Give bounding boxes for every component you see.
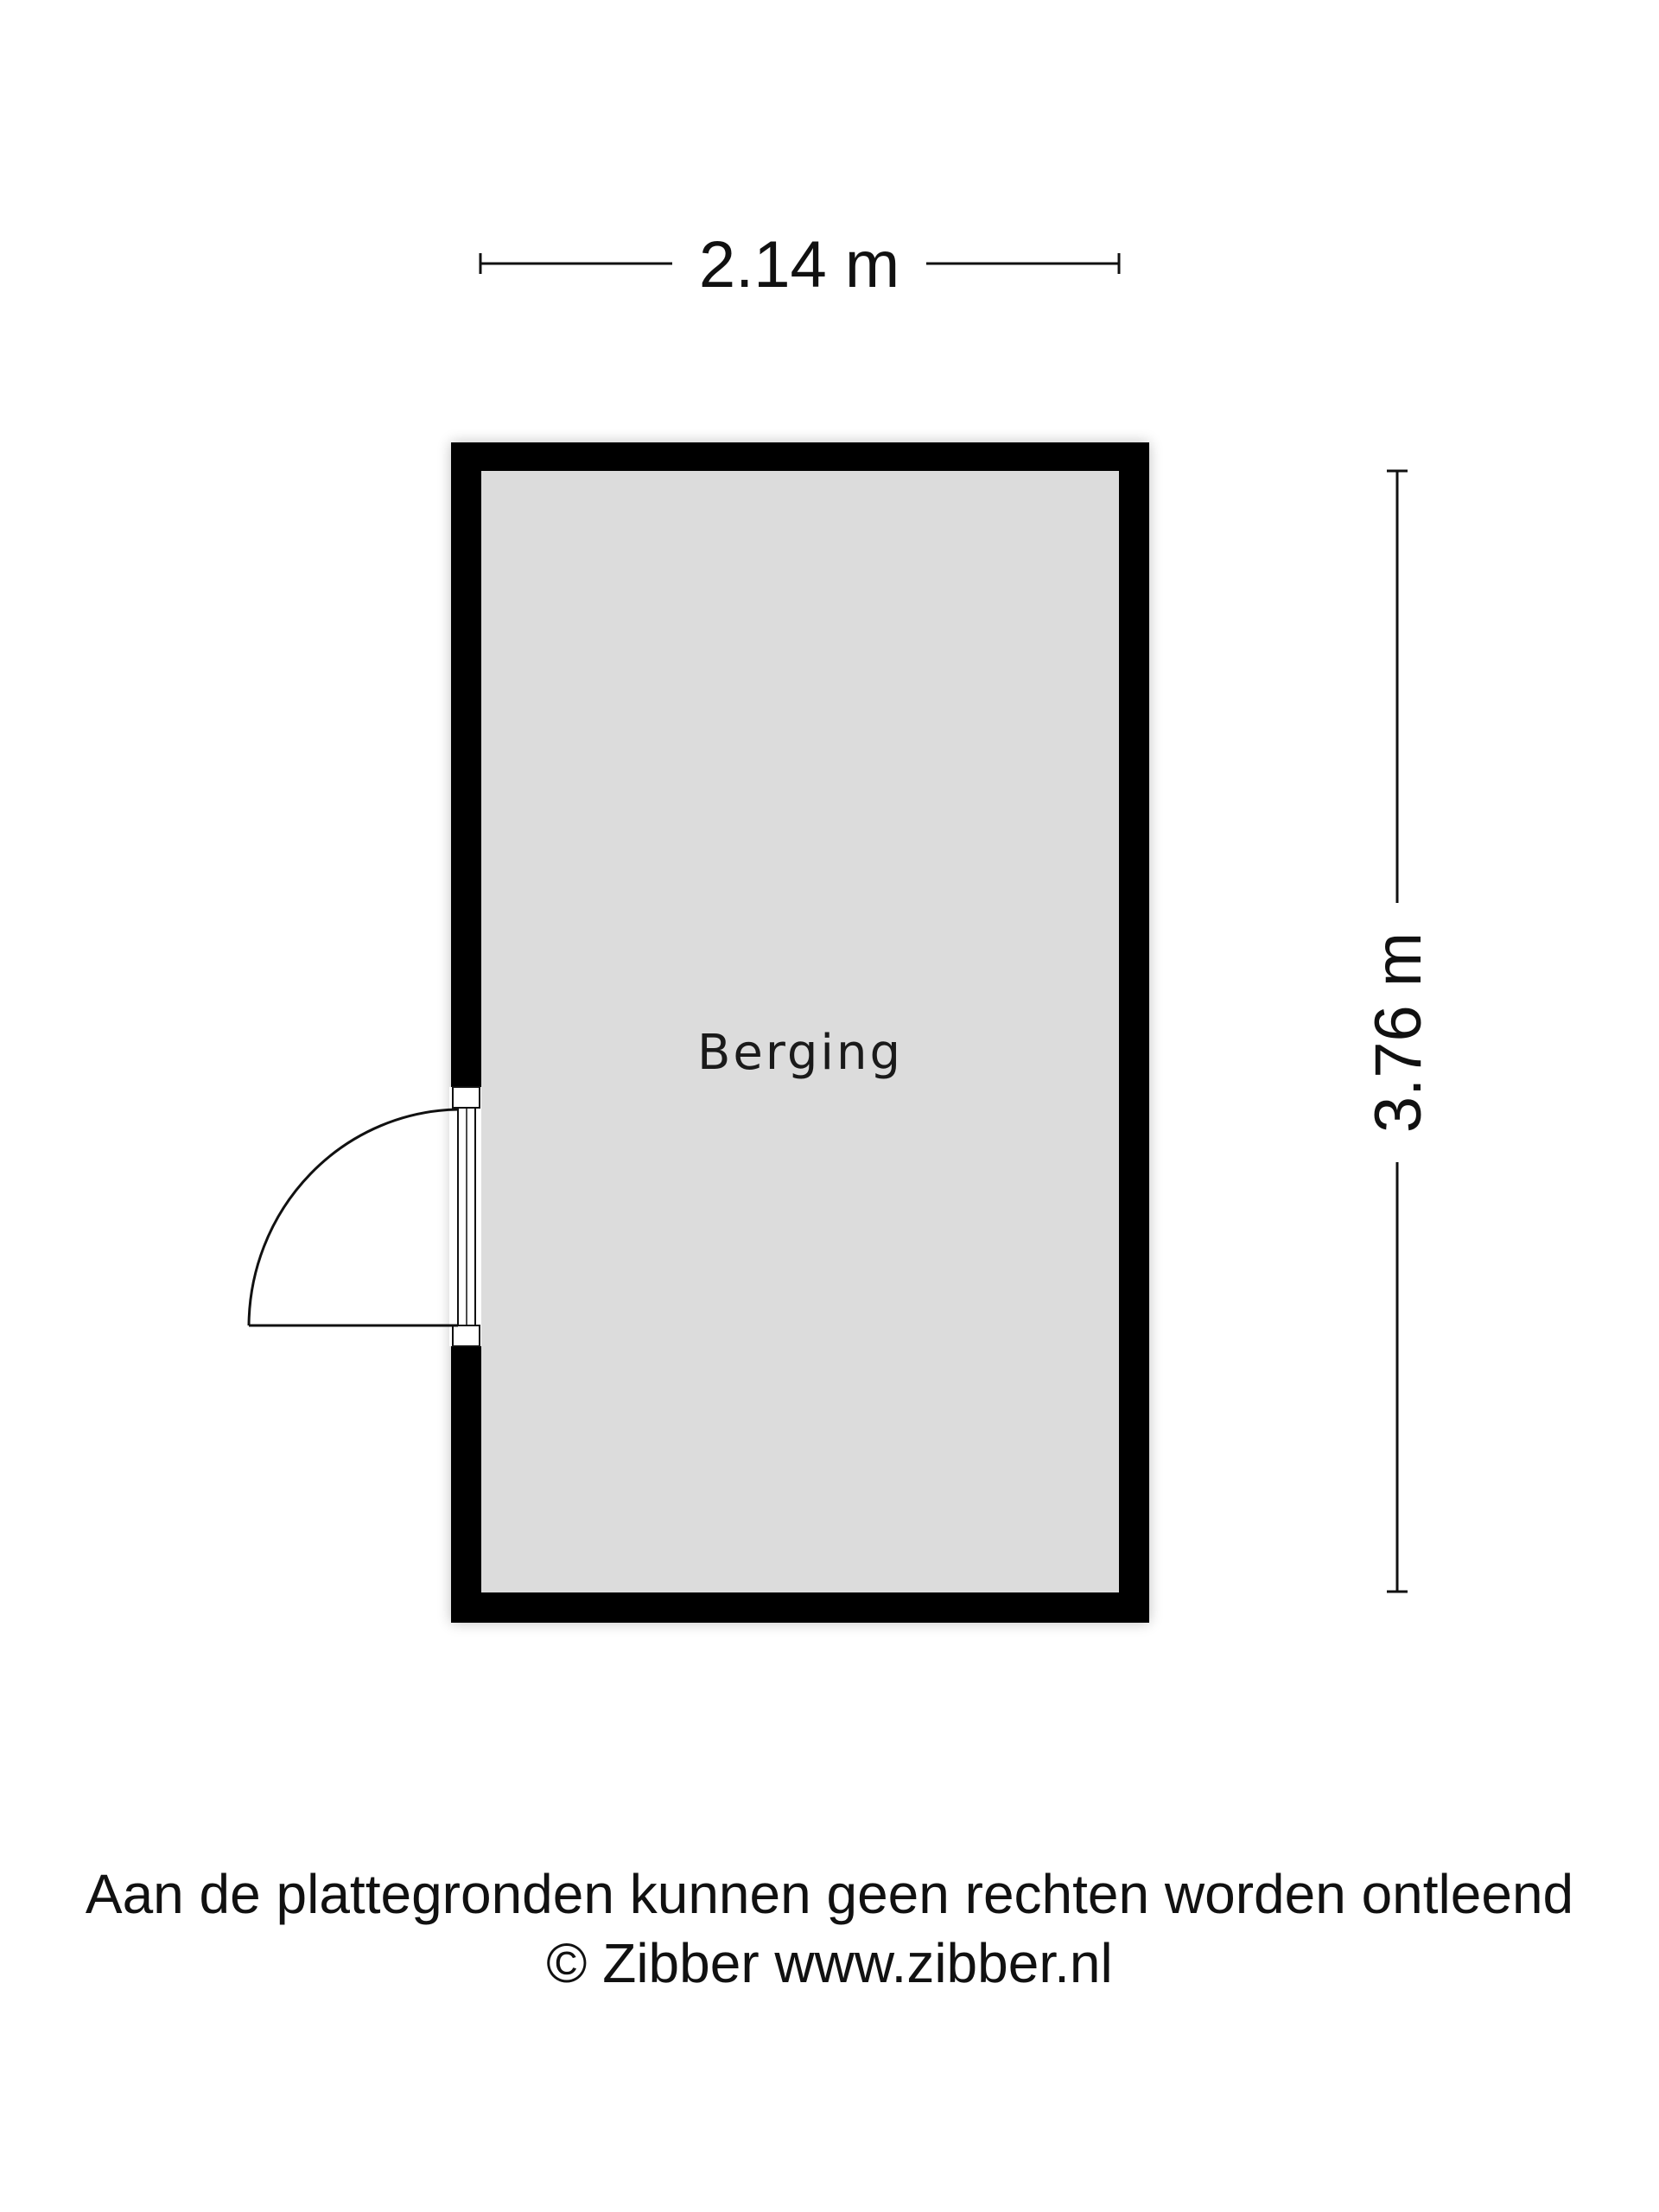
- door-frame-bottom: [453, 1325, 480, 1346]
- door-opening: [449, 1087, 481, 1346]
- disclaimer-text: Aan de plattegronden kunnen geen rechten worden ontleend: [85, 1863, 1574, 1925]
- door-frame-top: [453, 1087, 480, 1108]
- height-dimension-label: 3.76 m: [1362, 931, 1435, 1134]
- door-swing-arc: [249, 1109, 458, 1325]
- width-dimension: [480, 228, 1119, 302]
- room-label-berging: Berging: [696, 1025, 904, 1081]
- door: [249, 1087, 481, 1346]
- width-dimension-label: 2.14 m: [698, 228, 900, 302]
- height-dimension: [1362, 471, 1435, 1592]
- copyright-text: © Zibber www.zibber.nl: [546, 1932, 1113, 1994]
